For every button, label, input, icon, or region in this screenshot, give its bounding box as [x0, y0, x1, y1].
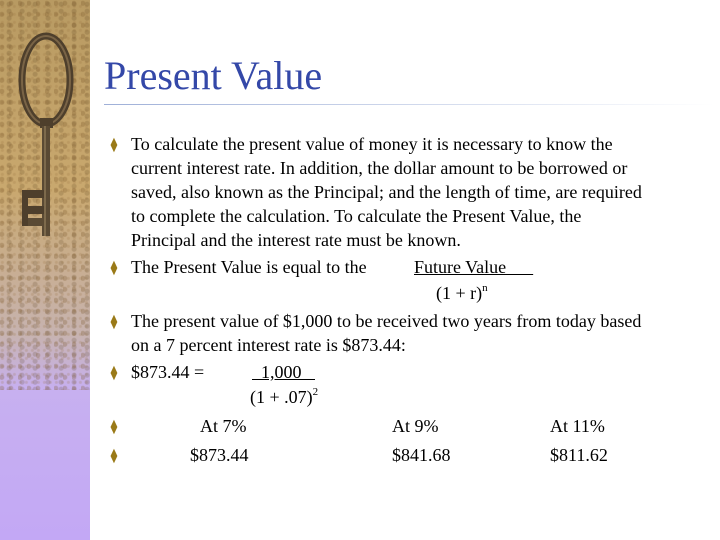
bullet-4-text: $873.44 =: [131, 362, 205, 382]
bullet-2-text: The Present Value is equal to the: [131, 257, 367, 277]
bullet-icon: [108, 262, 120, 276]
example-denominator-base: (1 + .07): [250, 387, 313, 407]
bullet-3-line-2: on a 7 percent interest rate is $873.44:: [131, 335, 406, 355]
rate-7: At 7%: [200, 416, 247, 436]
bullet-1-line-2: current interest rate. In addition, the dollar amount to be borrowed or: [131, 158, 628, 178]
value-7: $873.44: [190, 445, 249, 465]
rate-9: At 9%: [392, 416, 439, 436]
value-9: $841.68: [392, 445, 451, 465]
formula-denominator-base: (1 + r): [436, 283, 483, 303]
example-denominator: [250, 387, 318, 407]
bullet-icon: [108, 367, 120, 381]
bullet-1-line-5: Principal and the interest rate must be known.: [131, 230, 461, 250]
example-exponent: 2: [312, 386, 319, 398]
bullet-3-line-1: The present value of $1,000 to be received two years from today based: [131, 311, 642, 331]
example-numerator: 1,000: [252, 362, 315, 382]
rate-11: At 11%: [550, 416, 605, 436]
formula-numerator: Future Value: [414, 257, 534, 277]
bullet-icon: [108, 450, 120, 464]
formula-exponent: n: [482, 282, 488, 294]
bullet-icon: [108, 421, 120, 435]
bullet-1-line-3: saved, also known as the Principal; and the length of time, are required: [131, 182, 642, 202]
formula-denominator: [436, 283, 488, 303]
bullet-1-line-4: to complete the calculation. To calculate the Present Value, the: [131, 206, 582, 226]
bullet-1-line-1: To calculate the present value of money it is necessary to know the: [131, 134, 613, 154]
slide-title: Present Value: [104, 53, 323, 98]
bullet-icon: [108, 139, 120, 153]
value-11: $811.62: [550, 445, 608, 465]
bullet-icon: [108, 316, 120, 330]
